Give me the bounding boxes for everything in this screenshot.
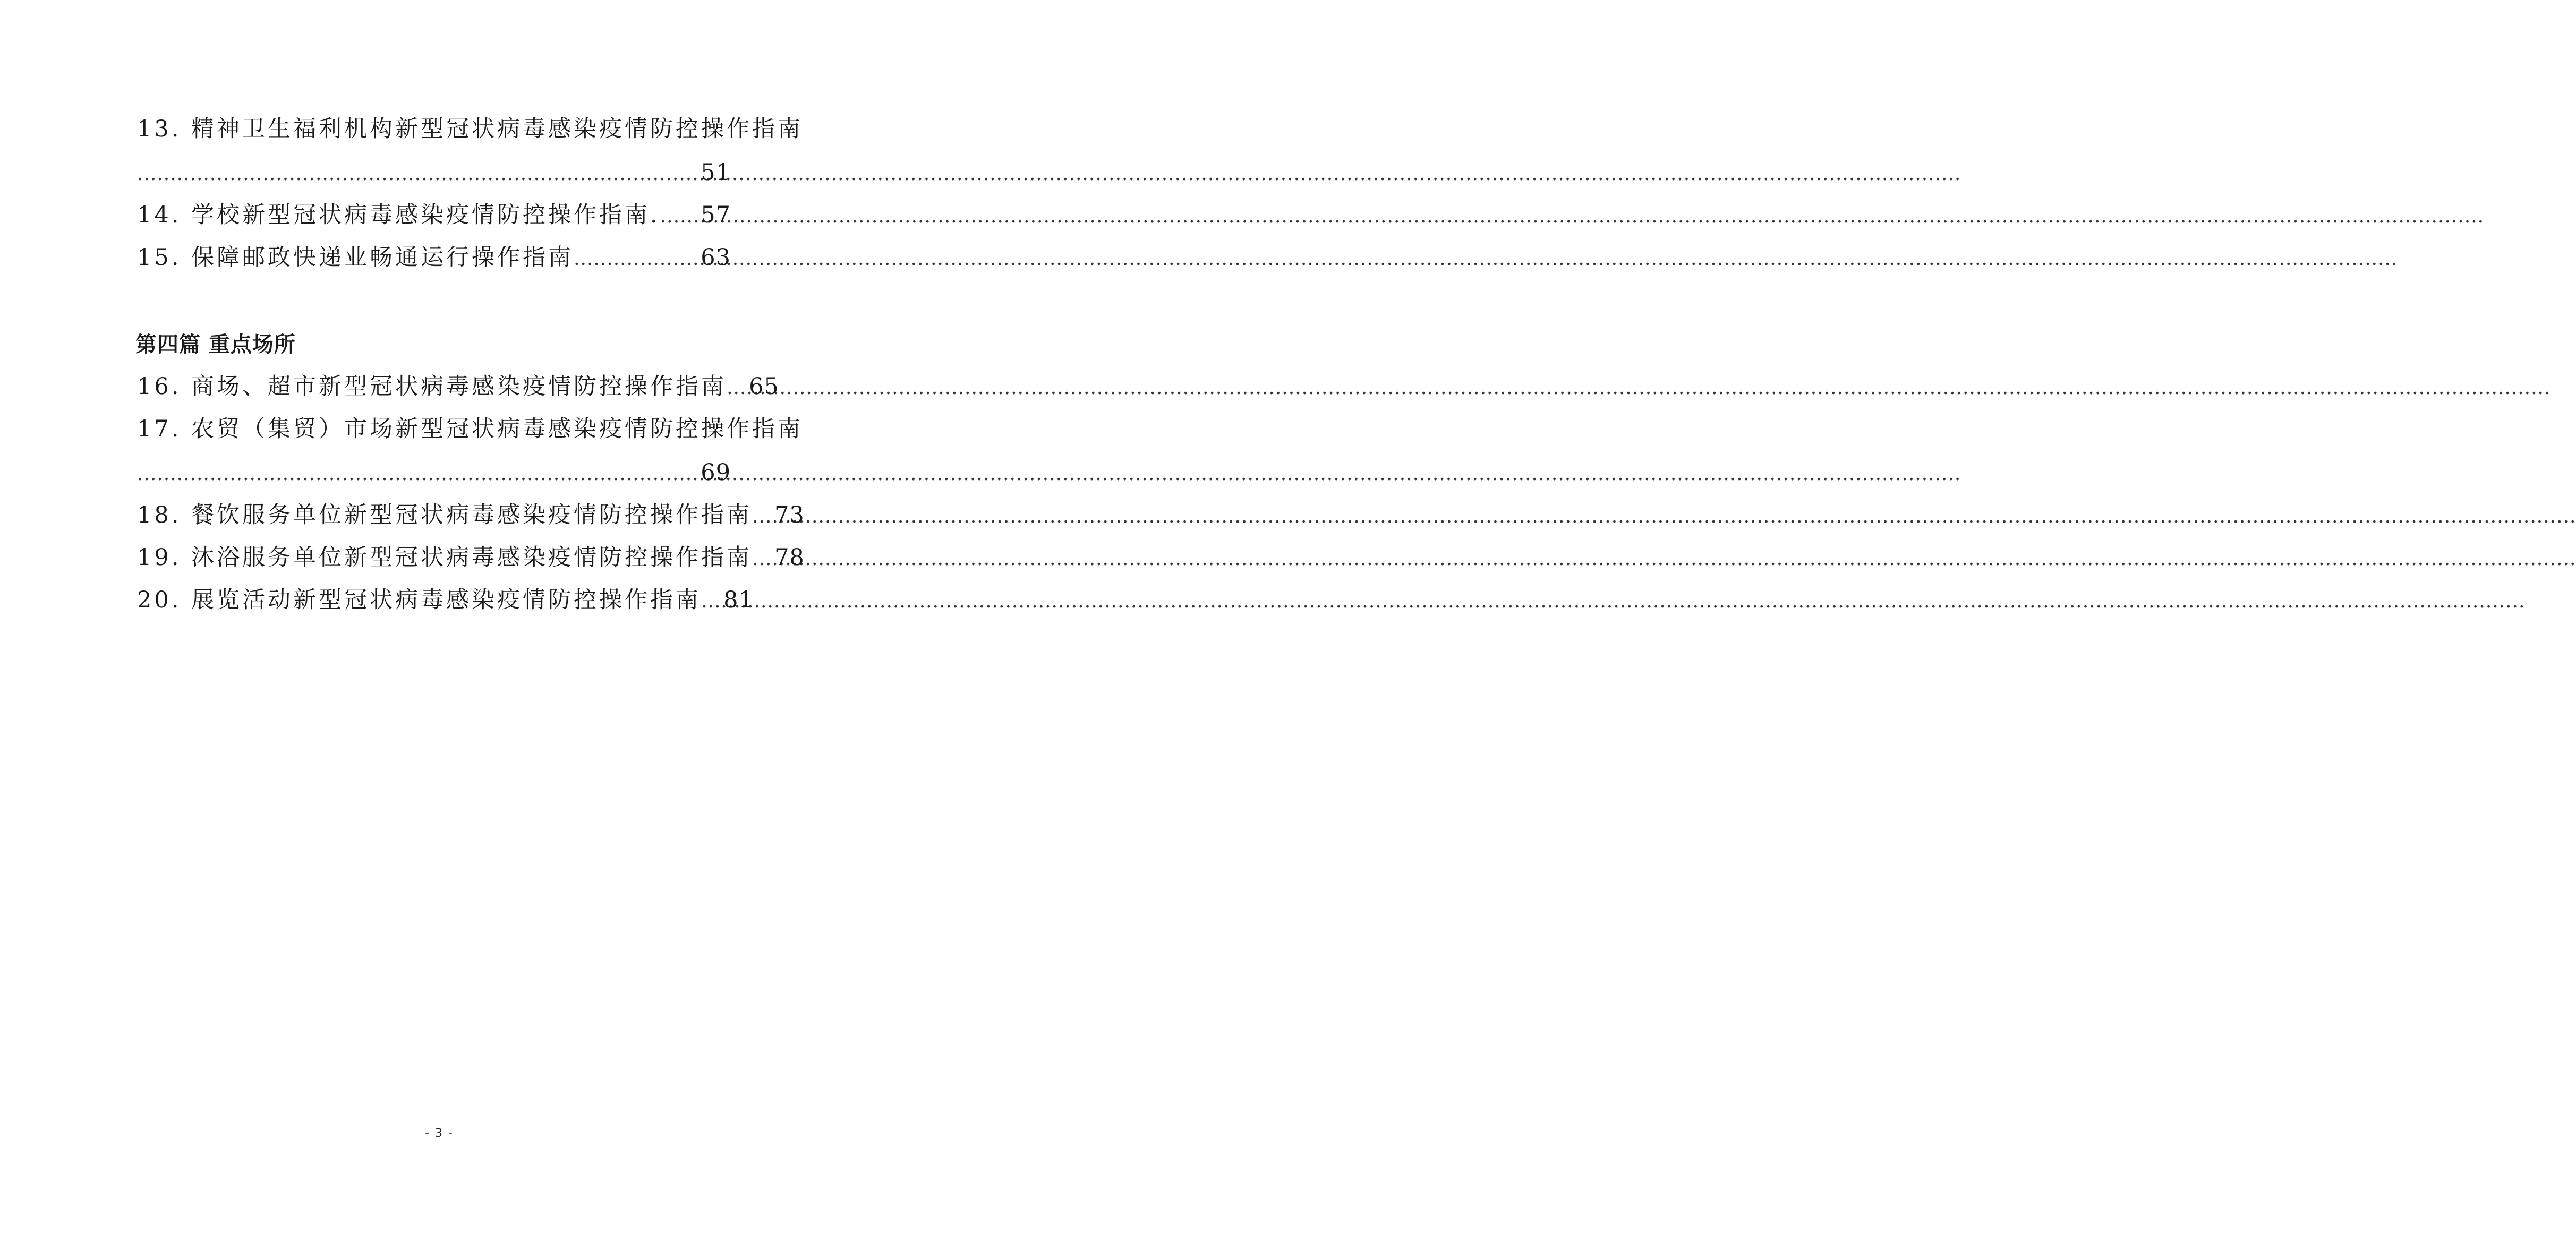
dot-leader <box>752 541 773 578</box>
toc-page-number: 63 <box>701 244 731 271</box>
toc-entry-title: 14. 学校新型冠状病毒感染疫情防控操作指南. <box>137 202 660 228</box>
toc-entry-17-leader[interactable] <box>137 454 731 491</box>
toc-page-number: 65 <box>749 373 779 400</box>
dot-leader <box>137 456 700 493</box>
dot-leader <box>574 241 700 278</box>
toc-entry-title: 17. 农贸（集贸）市场新型冠状病毒感染疫情防控操作指南 <box>137 416 804 442</box>
page-footer-number: - 3 - <box>425 1127 454 1140</box>
toc-entry-13-leader[interactable] <box>137 154 731 191</box>
toc-entry-title: 16. 商场、超市新型冠状病毒感染疫情防控操作指南 <box>137 373 727 400</box>
dot-leader <box>660 198 700 235</box>
toc-page-number: 78 <box>774 544 805 571</box>
toc-entry-title: 15. 保障邮政快递业畅通运行操作指南 <box>137 244 574 271</box>
toc-entry-title: 18. 餐饮服务单位新型冠状病毒感染疫情防控操作指南 <box>137 502 753 528</box>
dot-leader <box>727 370 748 407</box>
toc-entry-19[interactable] <box>137 539 805 576</box>
toc-entry-13-title[interactable] <box>137 110 804 148</box>
toc-entry-20[interactable] <box>137 581 754 619</box>
toc-page-number: 73 <box>774 502 805 528</box>
dot-leader <box>701 583 722 620</box>
toc-page-number: 57 <box>701 202 731 228</box>
toc-entry-18[interactable] <box>137 496 805 534</box>
toc-page-number: 51 <box>701 159 731 186</box>
dot-leader <box>137 156 700 193</box>
toc-entry-14[interactable] <box>137 196 731 234</box>
toc-entry-17-title[interactable] <box>137 410 804 448</box>
toc-page-number: 81 <box>723 587 754 613</box>
toc-entry-15[interactable] <box>137 239 731 276</box>
document-page <box>0 0 878 1242</box>
dot-leader <box>752 498 773 535</box>
section-heading: 第四篇 重点场所 <box>135 332 296 357</box>
toc-entry-16[interactable] <box>137 368 779 405</box>
toc-entry-title: 19. 沐浴服务单位新型冠状病毒感染疫情防控操作指南 <box>137 544 753 571</box>
toc-entry-title: 20. 展览活动新型冠状病毒感染疫情防控操作指南 <box>137 587 702 613</box>
toc-entry-title: 13. 精神卫生福利机构新型冠状病毒感染疫情防控操作指南 <box>137 116 804 142</box>
toc-page-number: 69 <box>701 459 731 486</box>
